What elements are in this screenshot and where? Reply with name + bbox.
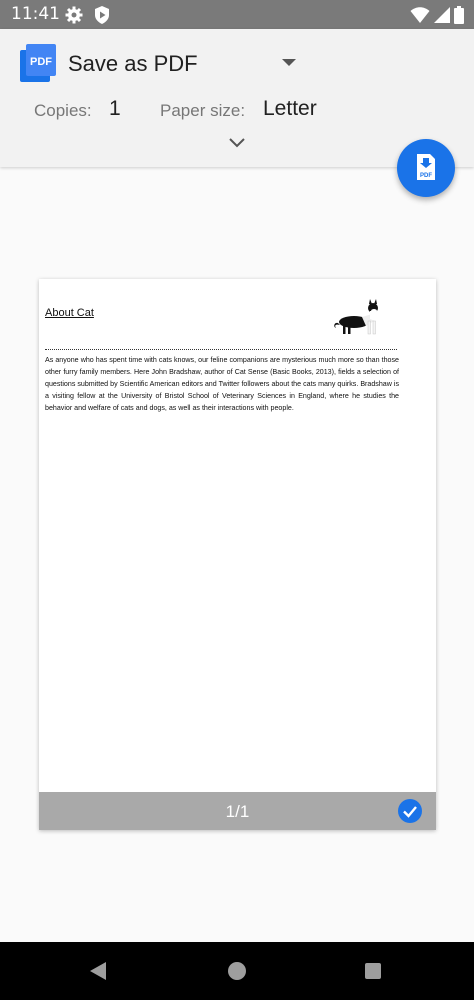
copies-value[interactable]: 1: [109, 97, 121, 120]
pdf-download-icon: [414, 154, 438, 182]
cat-image: [332, 297, 382, 337]
status-bar: [0, 0, 474, 29]
pdf-logo-text: PDF: [30, 56, 52, 68]
paper-size-label: Paper size:: [160, 101, 246, 120]
wifi-icon: [410, 5, 430, 25]
page-indicator: 1/1: [225, 802, 250, 821]
divider: [45, 349, 397, 350]
back-icon[interactable]: [90, 962, 106, 980]
pdf-file-icon: [20, 44, 56, 82]
copies-label: Copies:: [34, 101, 92, 120]
chevron-down-icon[interactable]: [227, 135, 247, 151]
battery-icon: [452, 5, 466, 25]
print-options-panel: [0, 29, 474, 167]
paper-size-value[interactable]: Letter: [263, 97, 317, 120]
doc-title: About Cat: [45, 307, 94, 319]
navigation-bar: [0, 942, 474, 1000]
recents-icon[interactable]: [365, 963, 381, 979]
doc-body-text: As anyone who has spent time with cats knows, our feline companions are mysterious much more so than those other furry family members. Here John Bradshaw, author of Cat Sense (Basic Books, 2013), fields a selection of questions submitted by Scientific American editors and Twitter followers about the cats many quirks. Bradshaw is a visiting fellow at the University of Bristol School of Veterinary Sciences in England, where he studies the behavior and welfare of cats and dogs, as well as their interactions with people.: [45, 356, 399, 412]
shield-play-icon: [92, 5, 112, 25]
page-selected-check-icon[interactable]: [398, 799, 422, 823]
gear-icon: [64, 5, 84, 25]
page-preview[interactable]: [39, 279, 436, 830]
signal-icon: [432, 5, 452, 25]
dropdown-arrow-icon[interactable]: [282, 59, 296, 66]
fab-icon-text: PDF: [420, 173, 432, 179]
download-pdf-button[interactable]: [397, 139, 455, 197]
destination-label: Save as PDF: [68, 51, 198, 76]
home-icon[interactable]: [228, 962, 246, 980]
status-time: 11:41: [11, 4, 60, 24]
page-footer: [39, 792, 436, 830]
